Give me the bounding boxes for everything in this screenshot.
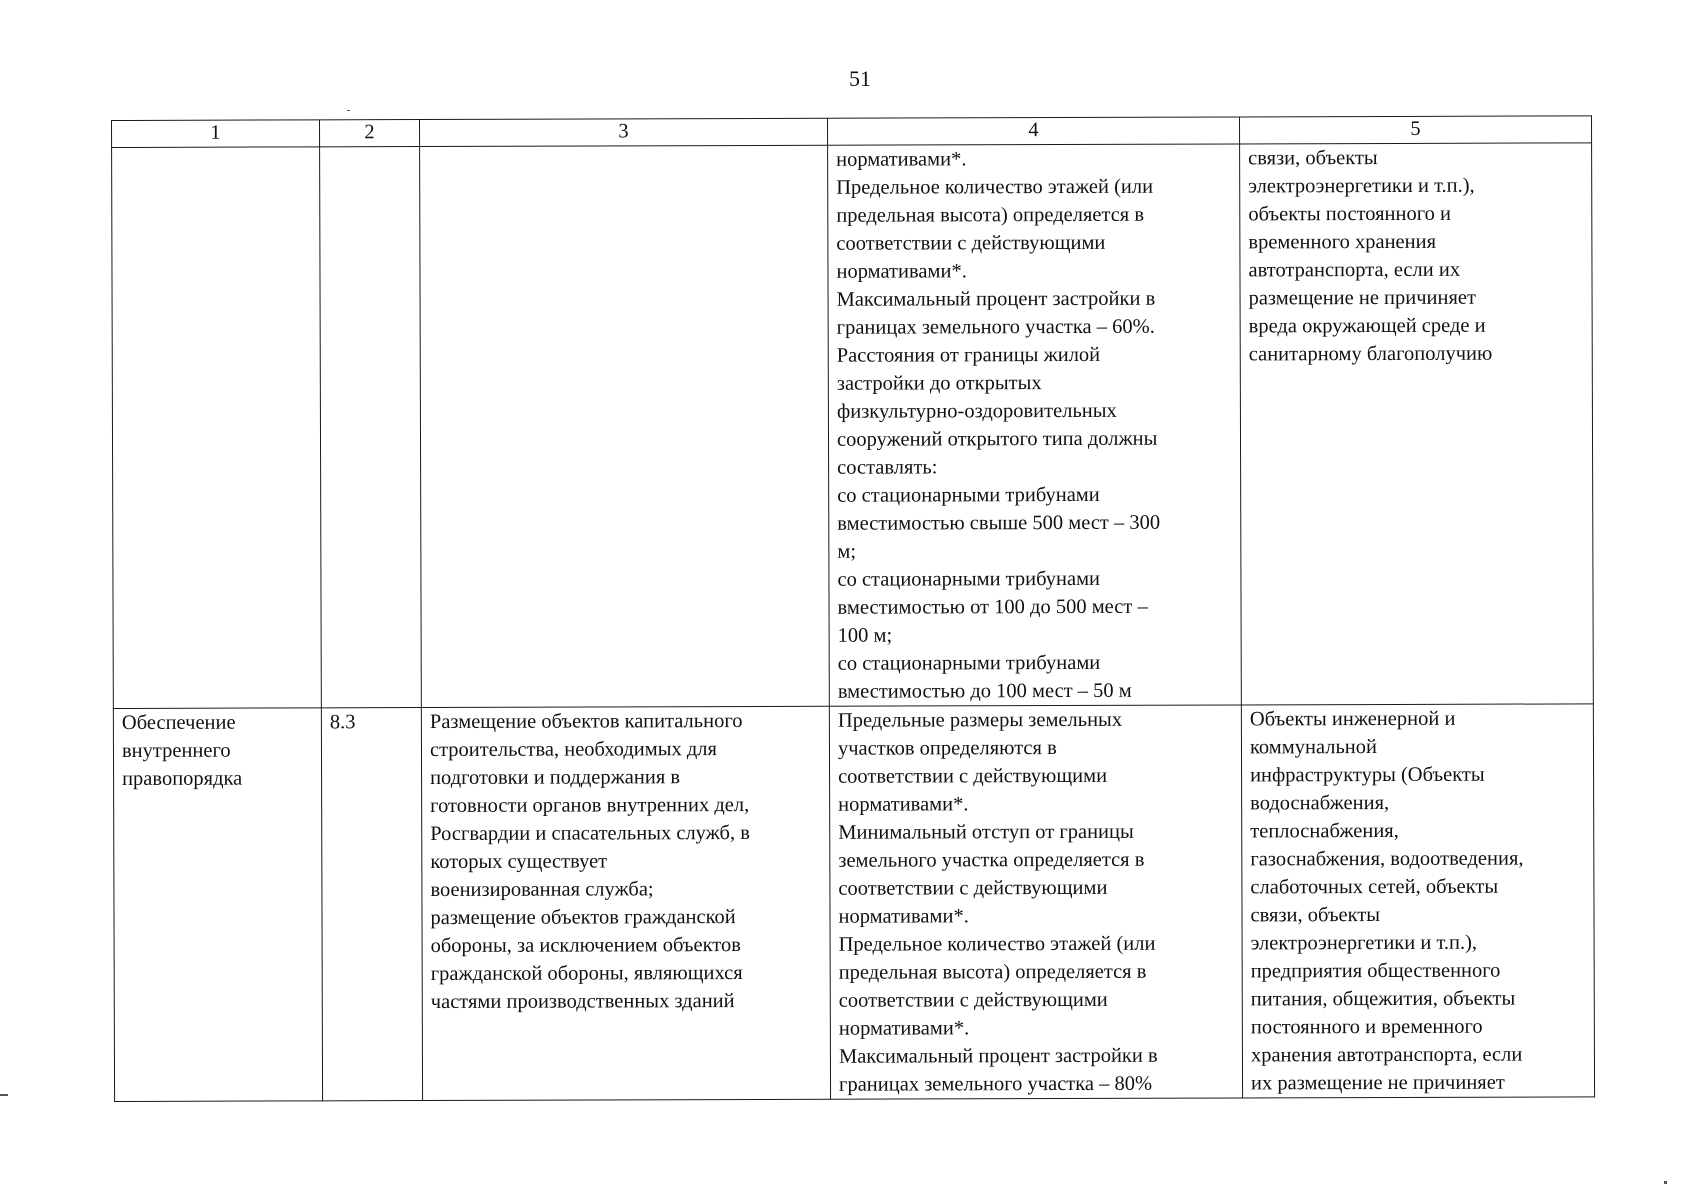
cell-parameters <box>829 705 1242 1099</box>
cell-text-line: соответствии с действующими <box>838 988 1108 1012</box>
column-header-3: 3 <box>420 118 828 146</box>
cell-text-line: нормативами*. <box>838 905 969 928</box>
cell-text-line: соответствии с действующими <box>836 231 1106 255</box>
cell-text-line: вместимостью свыше 500 мест – 300 <box>837 511 1161 535</box>
column-header-2: 2 <box>320 120 420 147</box>
cell-text-line: нормативами*. <box>838 793 969 816</box>
cell-text-line: Предельные размеры земельных <box>837 708 1123 732</box>
cell-text-line: нормативами*. <box>836 148 967 171</box>
cell-text-line: частями производственных зданий <box>430 990 735 1013</box>
cell-text-line: 100 м; <box>837 624 893 647</box>
cell-text-line: со стационарными трибунами <box>837 651 1101 675</box>
cell-text-line: электроэнергетики и т.п.), <box>1250 931 1478 955</box>
cell-text-line: слаботочных сетей, объекты <box>1250 875 1499 899</box>
cell-text-line: размещение объектов гражданской <box>430 906 736 930</box>
cell-text-line: соответствии с действующими <box>838 876 1108 900</box>
cell-text-line: Росгвардии и спасательных служб, в <box>430 821 750 846</box>
cell-text-line: Минимальный отступ от границы <box>838 820 1134 844</box>
cell-use-name <box>113 708 322 1102</box>
cell-text-line: составлять: <box>837 456 938 479</box>
cell-text-line: Объекты инженерной и <box>1249 707 1456 731</box>
cell-text-line: со стационарными трибунами <box>837 483 1100 507</box>
cell-text-line: Расстояния от границы жилой <box>836 343 1101 367</box>
cell-text-line: связи, объекты <box>1250 904 1381 927</box>
cell-text-line: внутреннего <box>121 739 231 762</box>
cell-text-line: физкультурно-оздоровительных <box>836 399 1117 423</box>
cell-use-code <box>321 708 422 1101</box>
cell-text-line: Предельное количество этажей (или <box>836 175 1154 199</box>
cell-text-line: границах земельного участка – 80% <box>838 1072 1153 1096</box>
cell-use-description <box>421 706 830 1100</box>
cell-text-line: связи, объекты <box>1248 147 1378 170</box>
cell-text-line: со стационарными трибунами <box>837 567 1101 591</box>
cell-text-line: нормативами*. <box>838 1017 970 1040</box>
cell-use-code <box>320 147 422 708</box>
cell-text-line: размещение не причиняет <box>1248 286 1477 310</box>
cell-text-line: 8.3 <box>329 711 356 734</box>
cell-text-line: Предельное количество этажей (или <box>838 932 1156 956</box>
cell-text-line: электроэнергетики и т.п.), <box>1248 174 1475 198</box>
cell-auxiliary-uses <box>1240 143 1594 705</box>
cell-text-line: коммунальной <box>1249 736 1378 759</box>
cell-text-line: участков определяются в <box>837 737 1057 760</box>
cell-text-line: застройки до открытых <box>836 372 1042 395</box>
cell-text-line: предельная высота) определяется в <box>836 203 1145 227</box>
cell-text-line: вместимостью до 100 мест – 50 м <box>837 679 1132 703</box>
page-number: 51 <box>849 66 871 91</box>
scan-mark-left <box>0 1094 8 1096</box>
cell-text-line: водоснабжения, <box>1250 791 1390 815</box>
cell-text-line: соответствии с действующими <box>838 764 1108 788</box>
table-row <box>112 143 1594 709</box>
cell-text-line: Максимальный процент застройки в <box>838 1044 1158 1068</box>
column-header-1: 1 <box>112 120 320 148</box>
cell-use-description <box>420 145 830 707</box>
column-header-4: 4 <box>827 117 1239 145</box>
cell-text-line: Обеспечение <box>121 711 236 734</box>
cell-text-line: санитарному благополучию <box>1248 342 1493 366</box>
cell-parameters <box>828 144 1242 706</box>
cell-text-line: обороны, за исключением объектов <box>430 934 741 957</box>
cell-text-line: м; <box>837 540 857 563</box>
cell-text-line: земельного участка определяется в <box>838 848 1145 872</box>
land-use-table <box>111 115 1595 1102</box>
cell-text-line: готовности органов внутренних дел, <box>430 793 750 818</box>
cell-text-line: временного хранения <box>1248 230 1437 254</box>
cell-use-name <box>112 147 322 709</box>
cell-text-line: Размещение объектов капитального <box>429 710 743 734</box>
cell-text-line: вместимостью от 100 до 500 мест – <box>837 595 1148 619</box>
cell-text-line: вреда окружающей среде и <box>1248 314 1486 338</box>
cell-text-line: которых существует <box>430 850 608 874</box>
scan-mark-top <box>347 110 350 111</box>
table-row <box>113 704 1594 1102</box>
cell-text-line: правопорядка <box>122 767 243 790</box>
cell-text-line: сооружений открытого типа должны <box>836 427 1158 451</box>
cell-text-line: постоянного и временного <box>1250 1015 1483 1039</box>
cell-text-line: Максимальный процент застройки в <box>836 287 1156 311</box>
cell-text-line: питания, общежития, объекты <box>1250 987 1516 1011</box>
cell-text-line: инфраструктуры (Объекты <box>1250 763 1485 787</box>
cell-text-line: гражданской обороны, являющихся <box>430 962 743 985</box>
cell-text-line: подготовки и поддержания в <box>430 766 681 790</box>
cell-text-line: хранения автотранспорта, если <box>1250 1043 1523 1067</box>
cell-text-line: предприятия общественного <box>1250 959 1501 983</box>
cell-text-line: военизированная служба; <box>430 878 654 902</box>
cell-auxiliary-uses <box>1241 704 1594 1098</box>
cell-text-line: границах земельного участка – 60%. <box>836 315 1155 339</box>
column-header-5: 5 <box>1239 116 1591 144</box>
cell-text-line: строительства, необходимых для <box>429 738 717 762</box>
cell-text-line: автотранспорта, если их <box>1248 258 1461 282</box>
cell-text-line: предельная высота) определяется в <box>838 960 1147 984</box>
scan-mark-right <box>1664 1181 1667 1184</box>
cell-text-line: теплоснабжения, <box>1250 819 1399 843</box>
cell-text-line: их размещение не причиняет <box>1250 1071 1505 1095</box>
cell-text-line: нормативами*. <box>836 260 967 283</box>
cell-text-line: объекты постоянного и <box>1248 202 1452 226</box>
cell-text-line: газоснабжения, водоотведения, <box>1250 847 1524 871</box>
